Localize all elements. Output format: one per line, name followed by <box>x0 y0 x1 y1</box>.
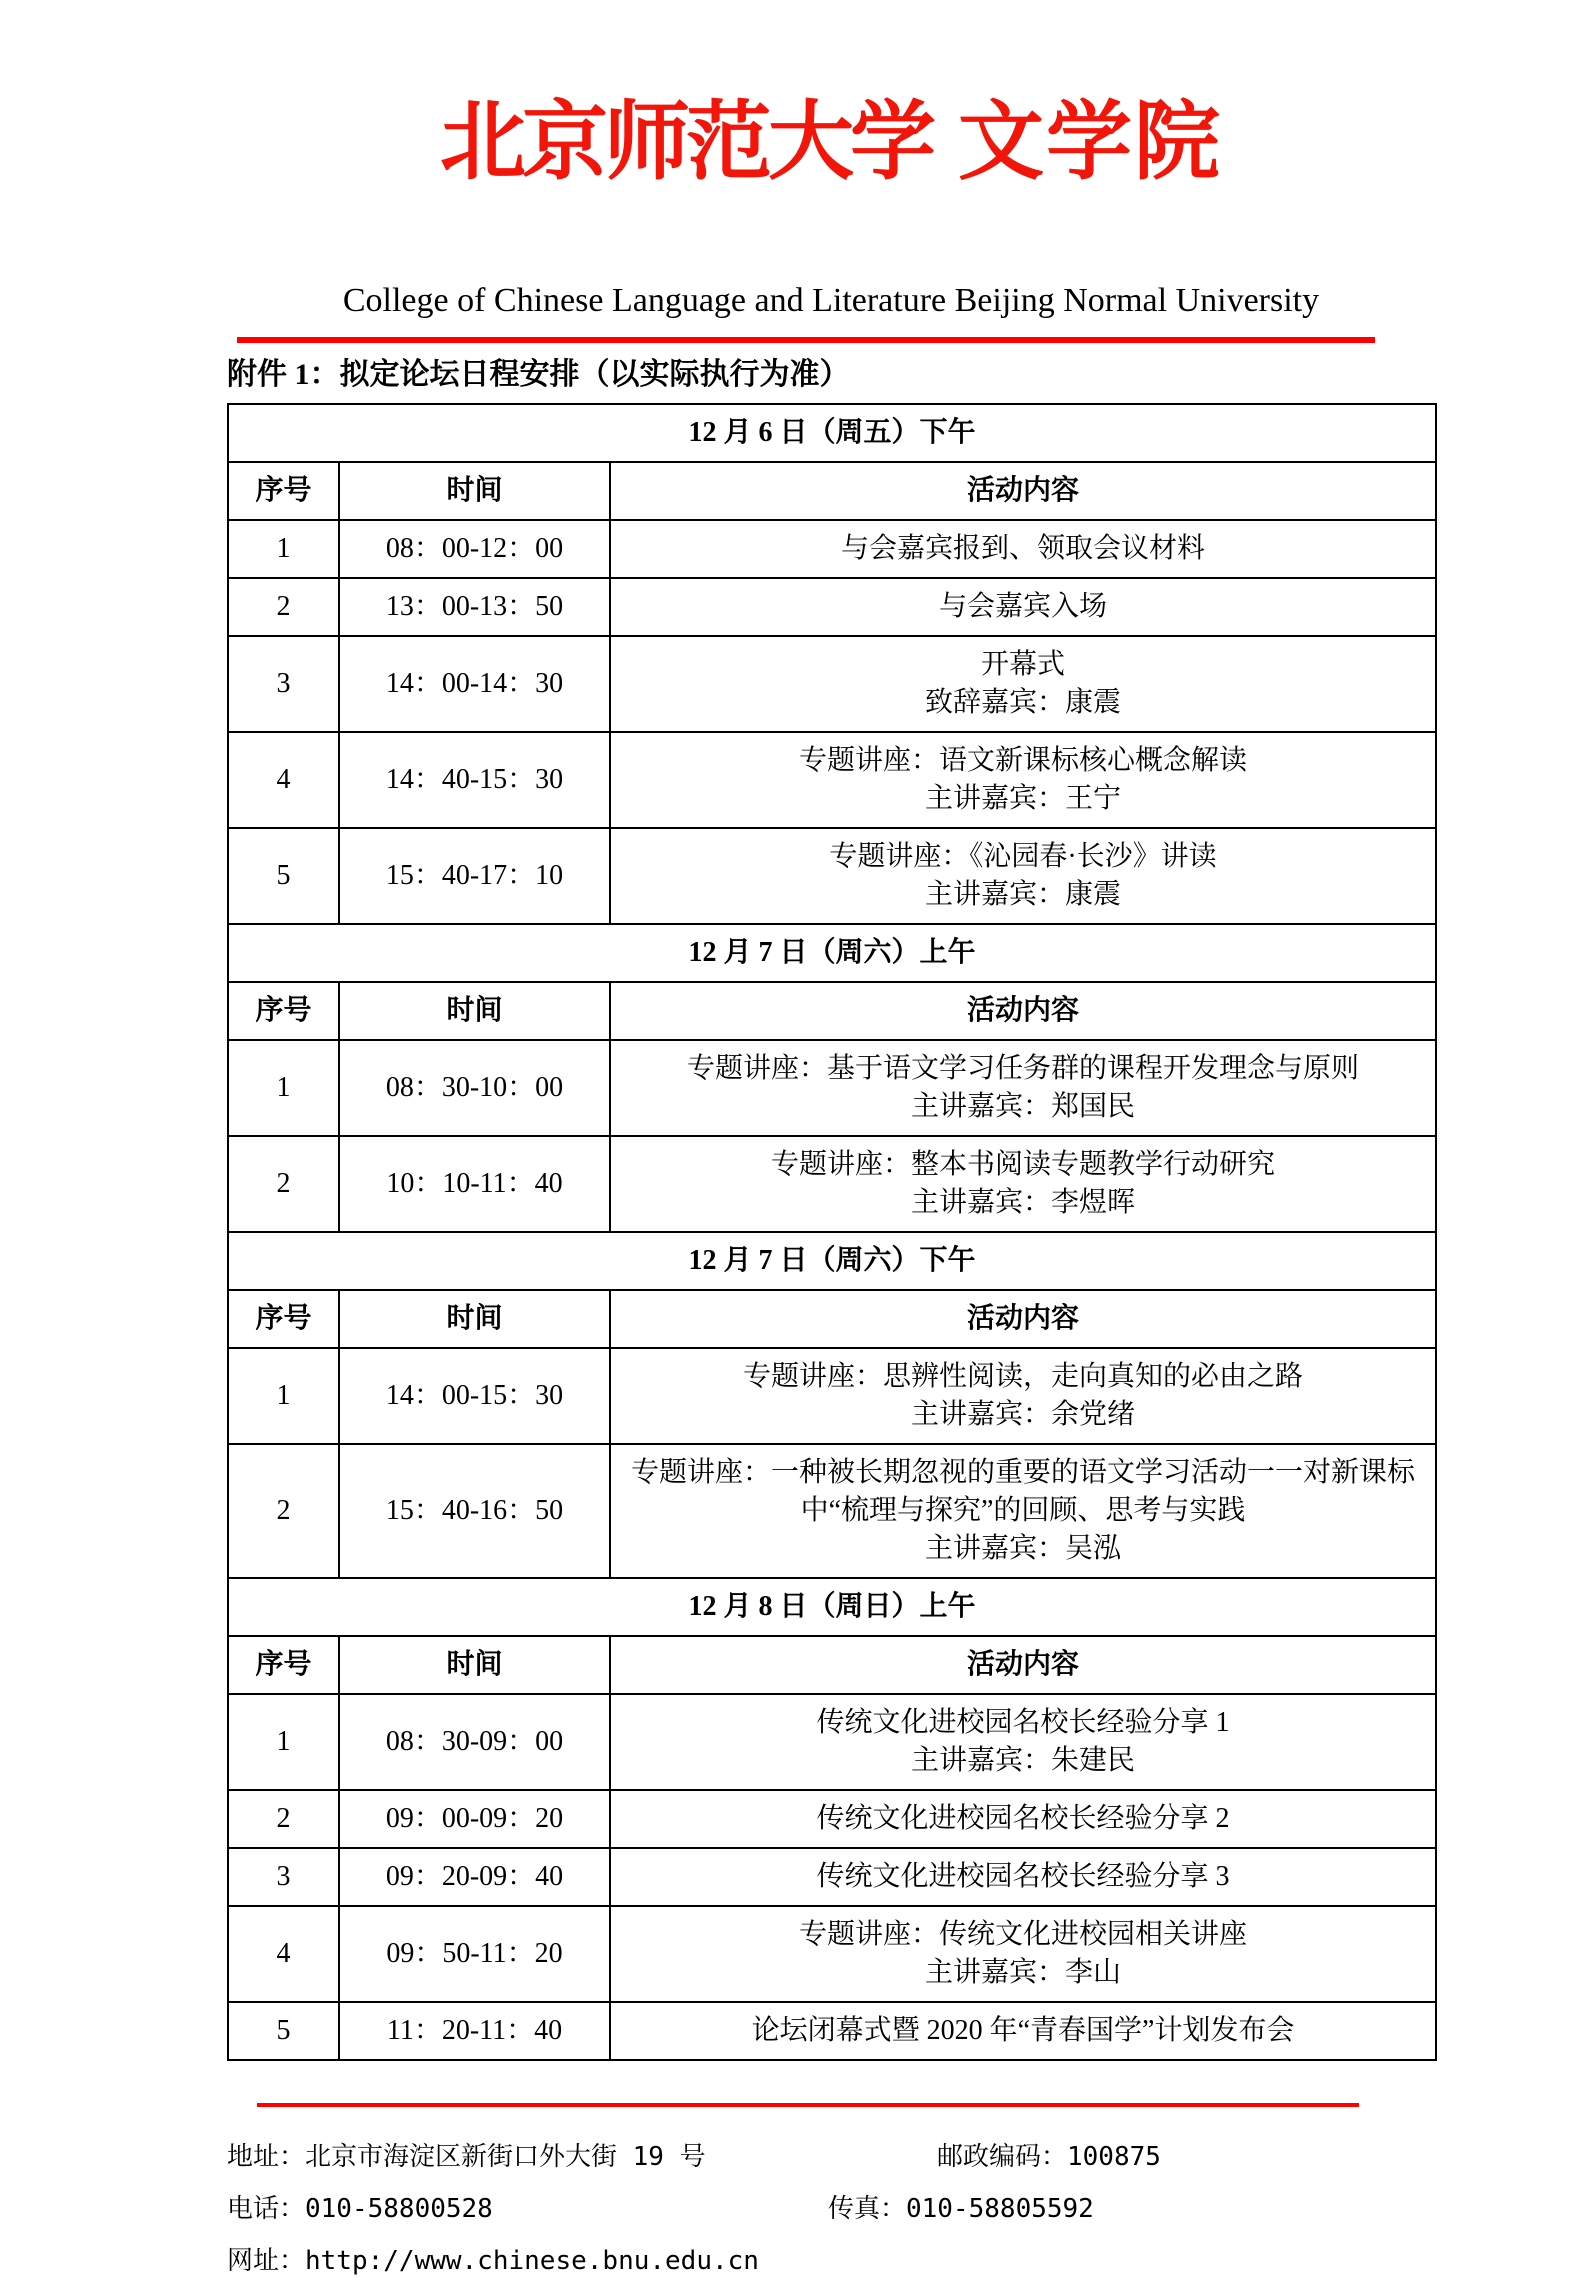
column-header-time: 时间 <box>339 1290 610 1348</box>
row-number-cell: 2 <box>228 1444 339 1578</box>
row-activity-cell <box>610 828 1436 924</box>
activity-line: 主讲嘉宾：朱建民 <box>911 1745 1136 1776</box>
activity-line: 专题讲座：语文新课标核心概念解读 <box>799 745 1248 776</box>
row-number-cell: 3 <box>228 1848 339 1906</box>
row-number-cell: 4 <box>228 1906 339 2002</box>
row-time-cell: 08：30-09：00 <box>339 1694 610 1790</box>
activity-line: 传统文化进校园名校长经验分享 2 <box>816 1803 1230 1834</box>
schedule-row <box>228 1348 1436 1444</box>
schedule-row <box>228 1136 1436 1232</box>
row-time-cell: 15：40-16：50 <box>339 1444 610 1578</box>
section-row <box>228 1232 1436 1290</box>
row-number-cell: 3 <box>228 636 339 732</box>
row-activity-cell <box>610 1694 1436 1790</box>
university-logo-calligraphy: 北京师范大学 <box>440 91 932 192</box>
row-time-cell: 08：00-12：00 <box>339 520 610 578</box>
footer-phone: 电话：010-58800528 <box>227 2194 493 2224</box>
schedule-row <box>228 1444 1436 1578</box>
section-date-header: 12 月 8 日（周日）上午 <box>228 1578 1436 1636</box>
activity-line: 论坛闭幕式暨 2020 年“青春国学”计划发布会 <box>751 2015 1295 2046</box>
schedule-row <box>228 636 1436 732</box>
english-title: College of Chinese Language and Literature Beijing Normal University <box>342 282 1320 319</box>
row-number-cell: 2 <box>228 1790 339 1848</box>
section-row <box>228 924 1436 982</box>
contact-footer <box>227 2131 1435 2287</box>
row-number-cell: 4 <box>228 732 339 828</box>
schedule-row <box>228 1906 1436 2002</box>
schedule-row <box>228 828 1436 924</box>
column-header-row <box>228 1290 1436 1348</box>
activity-line: 专题讲座：传统文化进校园相关讲座 <box>799 1919 1248 1950</box>
row-time-cell: 09：00-09：20 <box>339 1790 610 1848</box>
document-page <box>227 0 1435 2287</box>
activity-line: 主讲嘉宾：王宁 <box>925 783 1122 814</box>
activity-line: 主讲嘉宾：李山 <box>925 1957 1122 1988</box>
activity-line: 主讲嘉宾：郑国民 <box>911 1091 1136 1122</box>
row-number-cell: 2 <box>228 578 339 636</box>
row-activity-cell <box>610 732 1436 828</box>
row-time-cell: 10：10-11：40 <box>339 1136 610 1232</box>
column-header-row <box>228 462 1436 520</box>
row-activity-cell <box>610 1444 1436 1578</box>
column-header-content: 活动内容 <box>610 1636 1436 1694</box>
row-number-cell: 1 <box>228 1040 339 1136</box>
row-number-cell: 1 <box>228 520 339 578</box>
footer-row-2 <box>227 2183 1435 2235</box>
footer-fax: 传真：010-58805592 <box>828 2194 1094 2224</box>
activity-line: 与会嘉宾入场 <box>939 591 1108 622</box>
row-time-cell: 14：00-14：30 <box>339 636 610 732</box>
activity-line: 主讲嘉宾：余党绪 <box>911 1399 1136 1430</box>
activity-line: 开幕式 <box>981 649 1066 680</box>
column-header-content: 活动内容 <box>610 462 1436 520</box>
footer-postcode: 邮政编码：100875 <box>937 2142 1161 2172</box>
row-activity-cell <box>610 520 1436 578</box>
row-time-cell: 13：00-13：50 <box>339 578 610 636</box>
schedule-row <box>228 1790 1436 1848</box>
schedule-row <box>228 2002 1436 2060</box>
row-number-cell: 2 <box>228 1136 339 1232</box>
activity-line: 专题讲座：一种被长期忽视的重要的语文学习活动一一对新课标中“梳理与探究”的回顾、思考与实践 <box>631 1457 1416 1526</box>
row-time-cell: 08：30-10：00 <box>339 1040 610 1136</box>
row-activity-cell <box>610 1040 1436 1136</box>
schedule-row <box>228 520 1436 578</box>
column-header-time: 时间 <box>339 462 610 520</box>
section-row <box>228 1578 1436 1636</box>
activity-line: 主讲嘉宾：康震 <box>925 879 1122 910</box>
schedule-row <box>228 578 1436 636</box>
row-activity-cell <box>610 2002 1436 2060</box>
column-header-row <box>228 1636 1436 1694</box>
letterhead <box>227 0 1435 343</box>
row-activity-cell <box>610 1790 1436 1848</box>
row-activity-cell <box>610 578 1436 636</box>
footer-address: 地址：北京市海淀区新街口外大街 19 号 <box>227 2142 706 2172</box>
schedule-table <box>227 403 1437 2061</box>
column-header-content: 活动内容 <box>610 982 1436 1040</box>
section-date-header: 12 月 7 日（周六）下午 <box>228 1232 1436 1290</box>
row-number-cell: 5 <box>228 2002 339 2060</box>
activity-line: 专题讲座：整本书阅读专题教学行动研究 <box>771 1149 1276 1180</box>
row-time-cell: 15：40-17：10 <box>339 828 610 924</box>
row-time-cell: 14：40-15：30 <box>339 732 610 828</box>
row-activity-cell <box>610 1848 1436 1906</box>
row-activity-cell <box>610 1136 1436 1232</box>
footer-website: 网址：http://www.chinese.bnu.edu.cn <box>227 2246 759 2276</box>
row-time-cell: 14：00-15：30 <box>339 1348 610 1444</box>
schedule-row <box>228 1040 1436 1136</box>
column-header-no: 序号 <box>228 1290 339 1348</box>
row-activity-cell <box>610 636 1436 732</box>
row-activity-cell <box>610 1348 1436 1444</box>
row-number-cell: 1 <box>228 1348 339 1444</box>
logo-line <box>227 86 1435 223</box>
letterhead-divider <box>237 337 1375 343</box>
section-date-header: 12 月 7 日（周六）上午 <box>228 924 1436 982</box>
activity-line: 传统文化进校园名校长经验分享 1 <box>816 1707 1230 1738</box>
row-time-cell: 09：50-11：20 <box>339 1906 610 2002</box>
attachment-title: 附件 1：拟定论坛日程安排（以实际执行为准） <box>227 358 850 391</box>
activity-line: 专题讲座：思辨性阅读，走向真知的必由之路 <box>743 1361 1304 1392</box>
row-time-cell: 11：20-11：40 <box>339 2002 610 2060</box>
schedule-row <box>228 1848 1436 1906</box>
activity-line: 致辞嘉宾：康震 <box>925 687 1122 718</box>
column-header-no: 序号 <box>228 462 339 520</box>
schedule-row <box>228 1694 1436 1790</box>
column-header-no: 序号 <box>228 982 339 1040</box>
section-row <box>228 404 1436 462</box>
activity-line: 传统文化进校园名校长经验分享 3 <box>816 1861 1230 1892</box>
row-number-cell: 5 <box>228 828 339 924</box>
section-date-header: 12 月 6 日（周五）下午 <box>228 404 1436 462</box>
activity-line: 主讲嘉宾：李煜晖 <box>911 1187 1136 1218</box>
activity-line: 专题讲座：《沁园春·长沙》讲读 <box>829 841 1217 872</box>
row-activity-cell <box>610 1906 1436 2002</box>
activity-line: 专题讲座：基于语文学习任务群的课程开发理念与原则 <box>687 1053 1360 1084</box>
row-number-cell: 1 <box>228 1694 339 1790</box>
column-header-content: 活动内容 <box>610 1290 1436 1348</box>
activity-line: 与会嘉宾报到、领取会议材料 <box>841 533 1206 564</box>
activity-line: 主讲嘉宾：吴泓 <box>925 1533 1122 1564</box>
footer-row-1 <box>227 2131 1435 2183</box>
column-header-no: 序号 <box>228 1636 339 1694</box>
college-name: 文学院 <box>958 94 1222 190</box>
footer-row-3 <box>227 2235 1435 2287</box>
row-time-cell: 09：20-09：40 <box>339 1848 610 1906</box>
schedule-row <box>228 732 1436 828</box>
column-header-time: 时间 <box>339 982 610 1040</box>
column-header-time: 时间 <box>339 1636 610 1694</box>
column-header-row <box>228 982 1436 1040</box>
footer-divider <box>257 2103 1359 2107</box>
